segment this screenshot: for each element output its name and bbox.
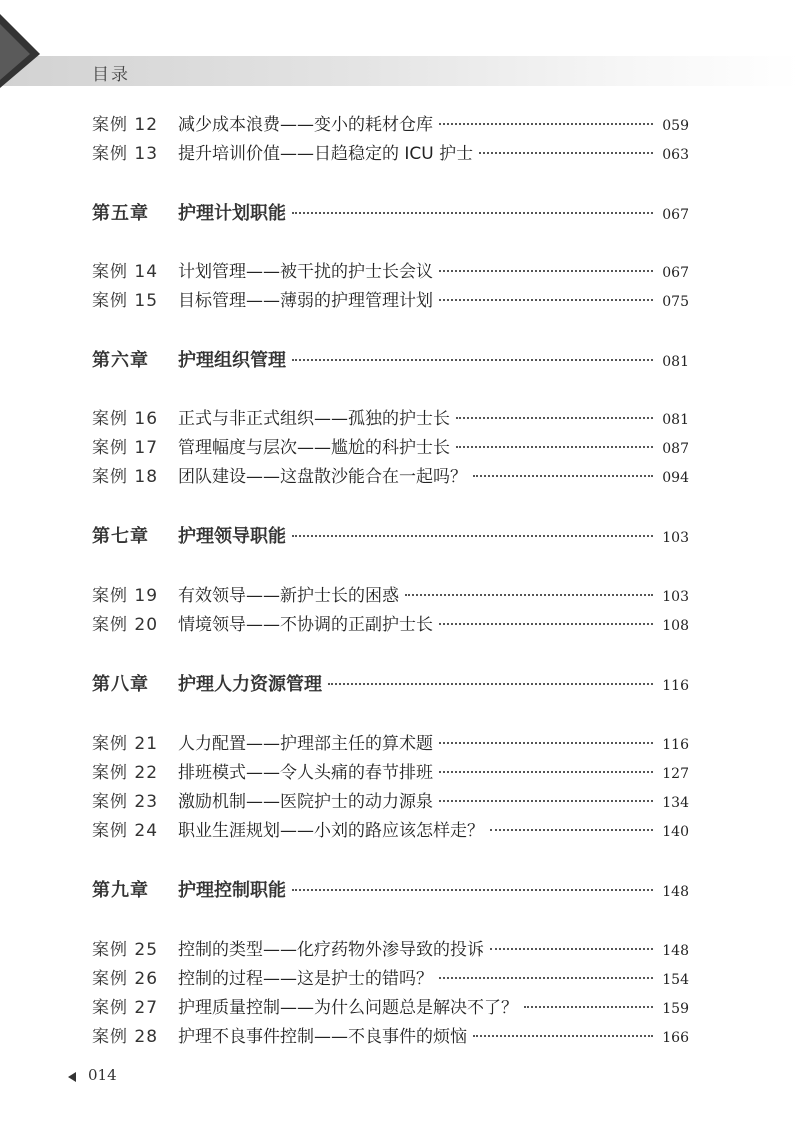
entry-page: 159	[662, 1001, 689, 1017]
toc-entry[interactable]	[92, 581, 689, 607]
leader-dots	[439, 977, 653, 979]
leader-dots	[479, 152, 653, 154]
leader-dots	[292, 212, 653, 214]
entry-title: 排班模式——令人头痛的春节排班	[178, 763, 433, 783]
entry-page: 166	[662, 1030, 689, 1046]
entry-number: 案例 25	[92, 940, 159, 960]
entry-number: 案例 27	[92, 998, 159, 1018]
entry-title: 激励机制——医院护士的动力源泉	[178, 792, 433, 812]
chapter-title: 护理组织管理	[178, 350, 286, 371]
leader-dots	[328, 683, 653, 685]
entry-page: 127	[662, 766, 689, 782]
entry-title: 减少成本浪费——变小的耗材仓库	[178, 115, 433, 135]
toc-chapter[interactable]	[92, 876, 689, 902]
leader-dots	[473, 1035, 653, 1037]
leader-dots	[292, 359, 653, 361]
entry-page: 103	[662, 589, 689, 605]
leader-dots	[439, 771, 653, 773]
entry-page: 063	[662, 147, 689, 163]
chapter-number: 第五章	[92, 203, 149, 224]
leader-dots	[456, 417, 653, 419]
leader-dots	[473, 475, 653, 477]
toc-entry[interactable]	[92, 286, 689, 312]
leader-dots	[292, 889, 653, 891]
toc-entry[interactable]	[92, 993, 689, 1019]
entry-number: 案例 23	[92, 792, 159, 812]
chapter-number: 第七章	[92, 526, 149, 547]
chapter-page: 148	[662, 884, 689, 900]
entry-number: 案例 16	[92, 409, 159, 429]
chapter-title: 护理控制职能	[178, 880, 286, 901]
leader-dots	[524, 1006, 653, 1008]
entry-page: 075	[662, 294, 689, 310]
entry-title: 团队建设——这盘散沙能合在一起吗？	[178, 467, 467, 487]
leader-dots	[456, 446, 653, 448]
chapter-title: 护理领导职能	[178, 526, 286, 547]
entry-page: 108	[662, 618, 689, 634]
chapter-number: 第八章	[92, 674, 149, 695]
entry-page: 134	[662, 795, 689, 811]
entry-page: 140	[662, 824, 689, 840]
entry-page: 116	[662, 737, 689, 753]
chapter-title: 护理计划职能	[178, 203, 286, 224]
chapter-title: 护理人力资源管理	[178, 674, 322, 695]
entry-number: 案例 19	[92, 586, 159, 606]
corner-triangle-icon	[0, 14, 40, 88]
entry-page: 154	[662, 972, 689, 988]
footer-page-number: 014	[88, 1066, 117, 1084]
toc-entry[interactable]	[92, 139, 689, 165]
entry-title: 控制的类型——化疗药物外渗导致的投诉	[178, 940, 484, 960]
entry-number: 案例 14	[92, 262, 159, 282]
header-title: 目录	[92, 65, 130, 85]
entry-number: 案例 26	[92, 969, 159, 989]
chapter-number: 第六章	[92, 350, 149, 371]
entry-number: 案例 21	[92, 734, 159, 754]
chapter-page: 116	[662, 678, 689, 694]
toc-entry[interactable]	[92, 787, 689, 813]
toc-entry[interactable]	[92, 935, 689, 961]
entry-title: 情境领导——不协调的正副护士长	[178, 615, 433, 635]
toc-entry[interactable]	[92, 964, 689, 990]
leader-dots	[439, 270, 653, 272]
toc-entry[interactable]	[92, 816, 689, 842]
toc-chapter[interactable]	[92, 346, 689, 372]
entry-page: 148	[662, 943, 689, 959]
leader-dots	[490, 829, 653, 831]
entry-number: 案例 22	[92, 763, 159, 783]
leader-dots	[439, 123, 653, 125]
toc-entry[interactable]	[92, 610, 689, 636]
leader-dots	[292, 535, 653, 537]
chapter-number: 第九章	[92, 880, 149, 901]
entry-title: 正式与非正式组织——孤独的护士长	[178, 409, 450, 429]
toc-chapter[interactable]	[92, 522, 689, 548]
entry-title: 护理质量控制——为什么问题总是解决不了？	[178, 998, 518, 1018]
entry-number: 案例 28	[92, 1027, 159, 1047]
leader-dots	[439, 800, 653, 802]
entry-title: 目标管理——薄弱的护理管理计划	[178, 291, 433, 311]
entry-number: 案例 20	[92, 615, 159, 635]
leader-dots	[439, 623, 653, 625]
toc-entry[interactable]	[92, 729, 689, 755]
entry-title: 人力配置——护理部主任的算术题	[178, 734, 433, 754]
leader-dots	[405, 594, 653, 596]
entry-title: 管理幅度与层次——尴尬的科护士长	[178, 438, 450, 458]
entry-page: 087	[662, 441, 689, 457]
left-triangle-icon	[68, 1072, 76, 1082]
entry-number: 案例 13	[92, 144, 159, 164]
entry-number: 案例 24	[92, 821, 159, 841]
entry-page: 059	[662, 118, 689, 134]
entry-page: 067	[662, 265, 689, 281]
chapter-page: 103	[662, 530, 689, 546]
entry-title: 提升培训价值——日趋稳定的 ICU 护士	[178, 144, 474, 164]
toc-entry[interactable]	[92, 462, 689, 488]
entry-number: 案例 17	[92, 438, 159, 458]
toc-entry[interactable]	[92, 433, 689, 459]
leader-dots	[439, 742, 653, 744]
chapter-page: 081	[662, 354, 689, 370]
entry-title: 控制的过程——这是护士的错吗？	[178, 969, 433, 989]
entry-title: 有效领导——新护士长的困惑	[178, 586, 399, 606]
entry-title: 职业生涯规划——小刘的路应该怎样走？	[178, 821, 484, 841]
toc-chapter[interactable]	[92, 199, 689, 225]
toc-entry[interactable]	[92, 1022, 689, 1048]
toc-entry[interactable]	[92, 758, 689, 784]
entry-title: 护理不良事件控制——不良事件的烦恼	[178, 1027, 467, 1047]
entry-number: 案例 12	[92, 115, 159, 135]
chapter-page: 067	[662, 207, 689, 223]
toc-entry[interactable]	[92, 110, 689, 136]
toc-entry[interactable]	[92, 257, 689, 283]
toc-entry[interactable]	[92, 404, 689, 430]
entry-page: 094	[662, 470, 689, 486]
entry-page: 081	[662, 412, 689, 428]
entry-number: 案例 15	[92, 291, 159, 311]
entry-title: 计划管理——被干扰的护士长会议	[178, 262, 433, 282]
entry-number: 案例 18	[92, 467, 159, 487]
toc-chapter[interactable]	[92, 670, 689, 696]
leader-dots	[490, 948, 653, 950]
leader-dots	[439, 299, 653, 301]
